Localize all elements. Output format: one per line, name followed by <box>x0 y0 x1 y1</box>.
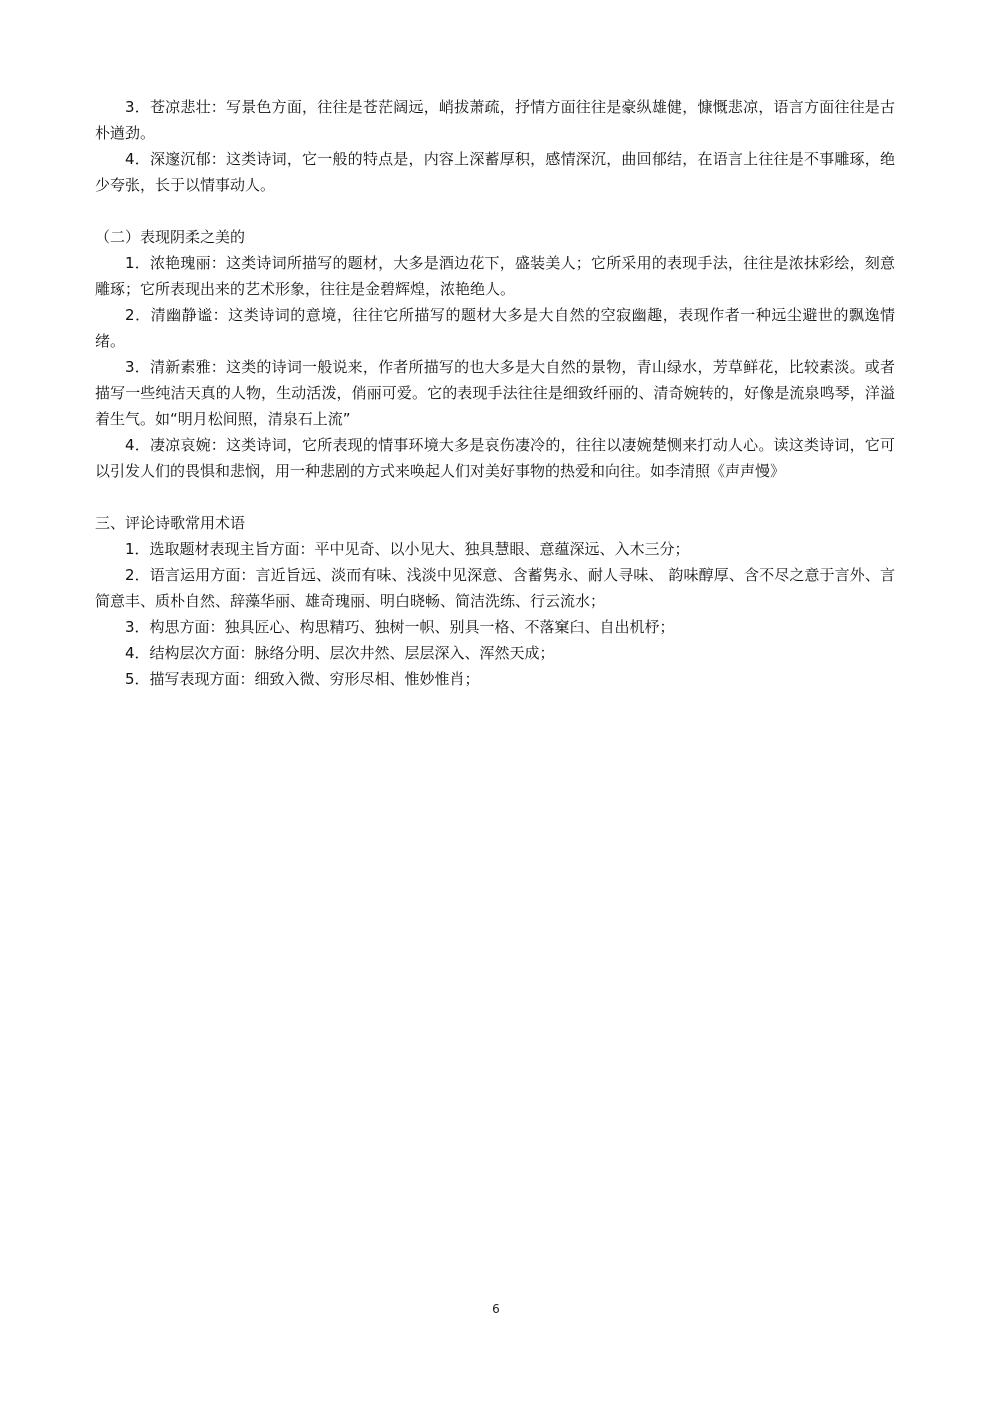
paragraph-term-language: 2．语言运用方面：言近旨远、淡而有味、浅淡中见深意、含蓄隽永、耐人寻味、 韵味醇厚、含不尽之意于言外、言简意丰、质朴自然、辞藻华丽、雄奇瑰丽、明白晓畅、简洁洗练、行云流水； <box>95 566 895 610</box>
paragraph-qingxin: 3．清新素雅：这类的诗词一般说来，作者所描写的也大多是大自然的景物，青山绿水，芳草鲜花，比较素淡。或者描写一些纯洁天真的人物，生动活泼，俏丽可爱。它的表现手法往往是细致纤丽的、清奇婉转的，好像是流泉鸣琴，洋溢着生气。如“明月松间照，清泉石上流” <box>95 358 895 428</box>
paragraph-nongyan: 1．浓艳瑰丽：这类诗词所描写的题材，大多是酒边花下，盛装美人；它所采用的表现手法，往往是浓抹彩绘，刻意雕琢；它所表现出来的艺术形象，往往是金碧辉煌，浓艳绝人。 <box>95 254 895 298</box>
section-heading-yinrou: （二）表现阴柔之美的 <box>95 228 246 246</box>
paragraph-cangliang: 3．苍凉悲壮：写景色方面，往往是苍茫阔远，峭拔萧疏，抒情方面往往是豪纵雄健，慷慨悲凉，语言方面往往是古朴遒劲。 <box>95 98 895 142</box>
paragraph-term-description: 5．描写表现方面：细致入微、穷形尽相、惟妙惟肖； <box>125 670 480 688</box>
paragraph-term-subject: 1．选取题材表现主旨方面：平中见奇、以小见大、独具慧眼、意蕴深远、入木三分； <box>125 540 690 558</box>
paragraph-shensui: 4．深邃沉郁：这类诗词，它一般的特点是，内容上深蓄厚积，感情深沉，曲回郁结，在语言上往往是不事雕琢，绝少夸张，长于以情事动人。 <box>95 150 895 194</box>
paragraph-qingyou: 2．清幽静谧：这类诗词的意境，往往它所描写的题材大多是大自然的空寂幽趣，表现作者一种远尘避世的飘逸情绪。 <box>95 306 895 350</box>
paragraph-qiliang: 4．凄凉哀婉：这类诗词，它所表现的情事环境大多是哀伤凄冷的，往往以凄婉楚恻来打动人心。读这类诗词，它可以引发人们的畏惧和悲悯，用一种悲剧的方式来唤起人们对美好事物的热爱和向往。如李清照《声声慢》 <box>95 436 895 480</box>
page-number: 6 <box>492 1302 500 1316</box>
section-spacer <box>95 198 895 224</box>
section-spacer <box>95 484 895 510</box>
section-heading-terms: 三、评论诗歌常用术语 <box>95 514 246 532</box>
document-body <box>95 94 895 692</box>
paragraph-term-structure: 4．结构层次方面：脉络分明、层次井然、层层深入、浑然天成； <box>125 644 555 662</box>
paragraph-term-concept: 3．构思方面：独具匠心、构思精巧、独树一帜、别具一格、不落窠臼、自出机杼； <box>125 618 675 636</box>
